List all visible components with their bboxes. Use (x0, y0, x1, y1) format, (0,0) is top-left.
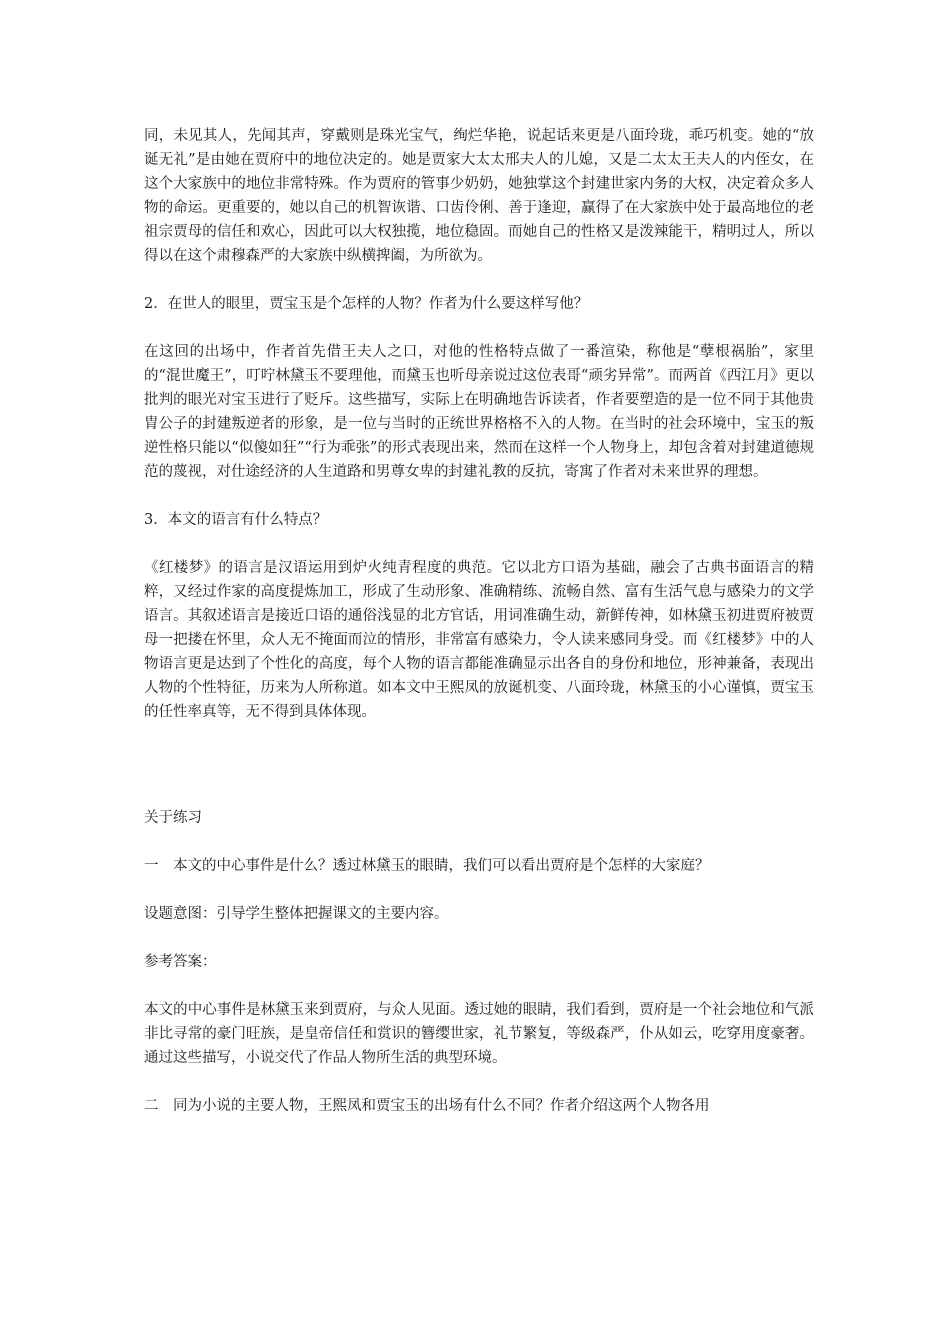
spacer (144, 748, 814, 806)
exercise-1-question: 一 本文的中心事件是什么？透过林黛玉的眼睛，我们可以看出贾府是个怎样的大家庭？ (144, 858, 710, 874)
exercise-1-answer: 本文的中心事件是林黛玉来到贾府，与众人见面。透过她的眼睛，我们看到，贾府是一个社会地位和气派非比寻常的豪门旺族，是皇帝信任和赏识的簪缨世家，礼节繁复，等级森严，仆从如云，吃穿用度豪奢。通过这些描写，小说交代了作品人物所生活的典型环境。 (144, 1002, 814, 1066)
document-page (144, 124, 814, 1142)
question-2: 2．在世人的眼里，贾宝玉是个怎样的人物？作者为什么要这样写他？ (144, 296, 589, 312)
exercise-1-reference-label: 参考答案： (144, 954, 217, 970)
question-3: 3．本文的语言有什么特点？ (144, 512, 328, 528)
exercise-1-intent: 设题意图：引导学生整体把握课文的主要内容。 (144, 906, 449, 922)
paragraph-language: 《红楼梦》的语言是汉语运用到炉火纯青程度的典范。它以北方口语为基础，融会了古典书面语言的精粹，又经过作家的高度提炼加工，形成了生动形象、准确精练、流畅自然、富有生活气息与感染力的文学语言。其叙述语言是接近口语的通俗浅显的北方官话，用词准确生动，新鲜传神，如林黛玉初进贾府被贾母一把搂在怀里，众人无不掩面而泣的情形，非常富有感染力，令人读来感同身受。而《红楼梦》中的人物语言更是达到了个性化的高度，每个人物的语言都能准确显示出各自的身份和地位，形神兼备，表现出人物的个性特征，历来为人所称道。如本文中王熙凤的放诞机变、八面玲珑，林黛玉的小心谨慎，贾宝玉的任性率真等，无不得到具体体现。 (144, 560, 814, 720)
exercise-2-question: 二 同为小说的主要人物，王熙凤和贾宝玉的出场有什么不同？作者介绍这两个人物各用 (144, 1098, 710, 1114)
section-heading-exercises: 关于练习 (144, 810, 202, 826)
paragraph-jia-baoyu: 在这回的出场中，作者首先借王夫人之口，对他的性格特点做了一番渲染，称他是“孽根祸胎”，家里的“混世魔王”，叮咛林黛玉不要理他，而黛玉也听母亲说过这位表哥“顽劣异常”。而两首《西江月》更以批判的眼光对宝玉进行了贬斥。这些描写，实际上在明确地告诉读者，作者要塑造的是一位不同于其他贵胄公子的封建叛逆者的形象，是一位与当时的正统世界格格不入的人物。在当时的社会环境中，宝玉的叛逆性格只能以“似傻如狂”“行为乖张”的形式表现出来，然而在这样一个人物身上，却包含着对封建道德规范的蔑视，对仕途经济的人生道路和男尊女卑的封建礼教的反抗，寄寓了作者对未来世界的理想。 (144, 344, 814, 480)
paragraph-wang-xifeng: 同，未见其人，先闻其声，穿戴则是珠光宝气，绚烂华艳，说起话来更是八面玲珑，乖巧机变。她的“放诞无礼”是由她在贾府中的地位决定的。她是贾家大太太邢夫人的儿媳，又是二太太王夫人的内侄女，在这个大家族中的地位非常特殊。作为贾府的管事少奶奶，她独掌这个封建世家内务的大权，决定着众多人物的命运。更重要的，她以自己的机智诙谐、口齿伶俐、善于逢迎，赢得了在大家族中处于最高地位的老祖宗贾母的信任和欢心，因此可以大权独揽，地位稳固。而她自己的性格又是泼辣能干，精明过人，所以得以在这个肃穆森严的大家族中纵横捭阖，为所欲为。 (144, 128, 814, 264)
